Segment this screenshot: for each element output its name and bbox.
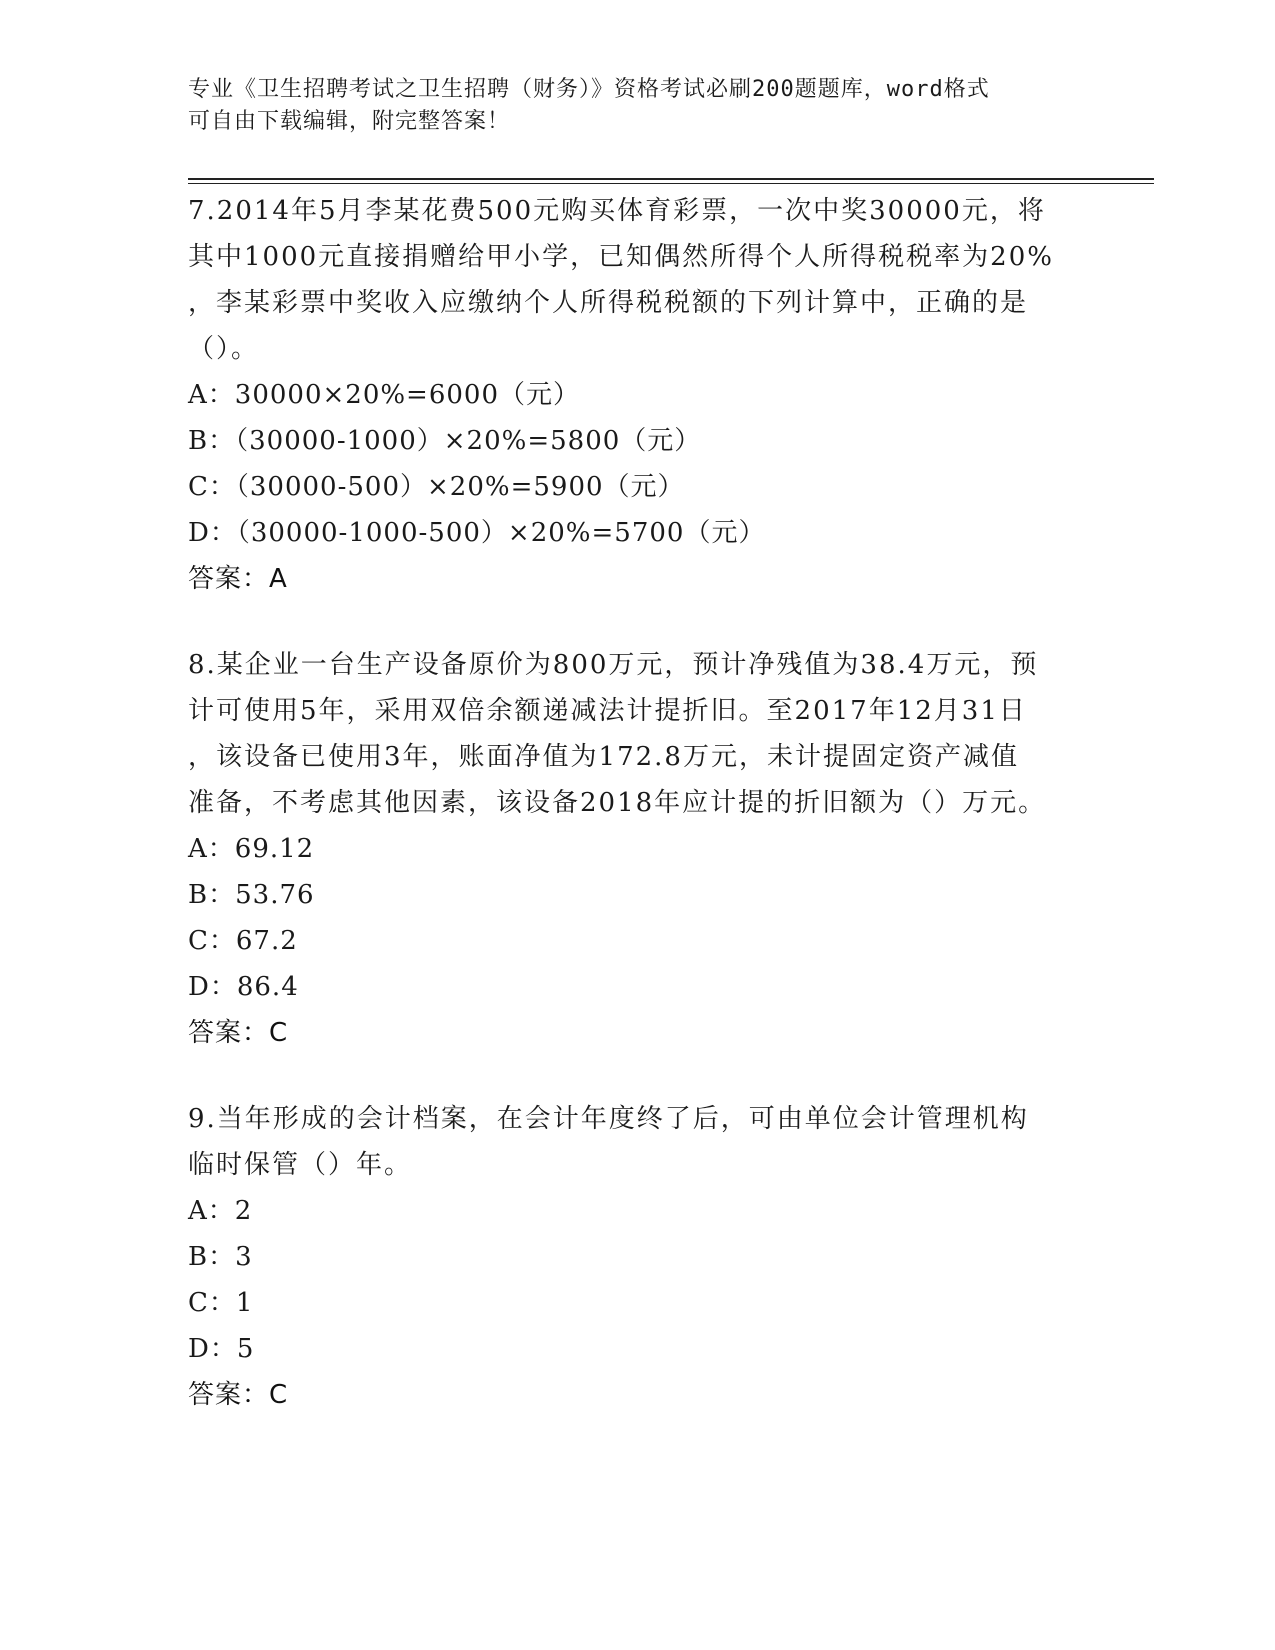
header-divider-thick	[188, 178, 1154, 180]
question-7-option-b: B：（30000-1000）×20%=5800（元）	[188, 426, 702, 456]
question-8-option-b: B：53.76	[188, 880, 315, 910]
question-8-line-1: 8.某企业一台生产设备原价为800万元，预计净残值为38.4万元，预	[188, 650, 1039, 680]
question-8-option-d: D：86.4	[188, 972, 299, 1002]
question-9	[188, 1096, 1088, 1418]
question-8-answer: 答案：C	[188, 1018, 289, 1048]
question-7-answer: 答案：A	[188, 564, 288, 594]
question-7-line-2: 其中1000元直接捐赠给甲小学，已知偶然所得个人所得税税率为20%	[188, 242, 1054, 272]
question-7-option-d: D：（30000-1000-500）×20%=5700（元）	[188, 518, 766, 548]
question-8-line-4: 准备，不考虑其他因素，该设备2018年应计提的折旧额为（）万元。	[188, 788, 1047, 818]
question-9-option-d: D：5	[188, 1334, 255, 1364]
question-8	[188, 642, 1088, 1056]
question-8-line-3: ，该设备已使用3年，账面净值为172.8万元，未计提固定资产减值	[188, 742, 1019, 772]
header-line-2: 可自由下载编辑，附完整答案！	[188, 109, 511, 134]
question-8-option-a: A：69.12	[188, 834, 315, 864]
question-9-option-b: B：3	[188, 1242, 253, 1272]
question-7-line-3: ，李某彩票中奖收入应缴纳个人所得税税额的下列计算中，正确的是	[188, 288, 1029, 318]
question-9-answer: 答案：C	[188, 1380, 289, 1410]
question-7-option-c: C：（30000-500）×20%=5900（元）	[188, 472, 685, 502]
question-7	[188, 188, 1088, 602]
document-header	[188, 74, 1068, 138]
question-9-option-a: A：2	[188, 1196, 253, 1226]
question-9-line-1: 9.当年形成的会计档案，在会计年度终了后，可由单位会计管理机构	[188, 1104, 1029, 1134]
question-7-line-4: （）。	[188, 334, 260, 364]
question-9-option-c: C：1	[188, 1288, 254, 1318]
question-9-line-2: 临时保管（）年。	[188, 1150, 413, 1180]
header-line-1: 专业《卫生招聘考试之卫生招聘（财务）》资格考试必刷200题题库，word格式	[188, 77, 990, 102]
question-7-line-1: 7.2014年5月李某花费500元购买体育彩票，一次中奖30000元，将	[188, 196, 1046, 226]
question-7-option-a: A：30000×20%=6000（元）	[188, 380, 581, 410]
question-8-line-2: 计可使用5年，采用双倍余额递减法计提折旧。至2017年12月31日	[188, 696, 1027, 726]
header-divider-thin	[188, 183, 1154, 184]
question-8-option-c: C：67.2	[188, 926, 298, 956]
